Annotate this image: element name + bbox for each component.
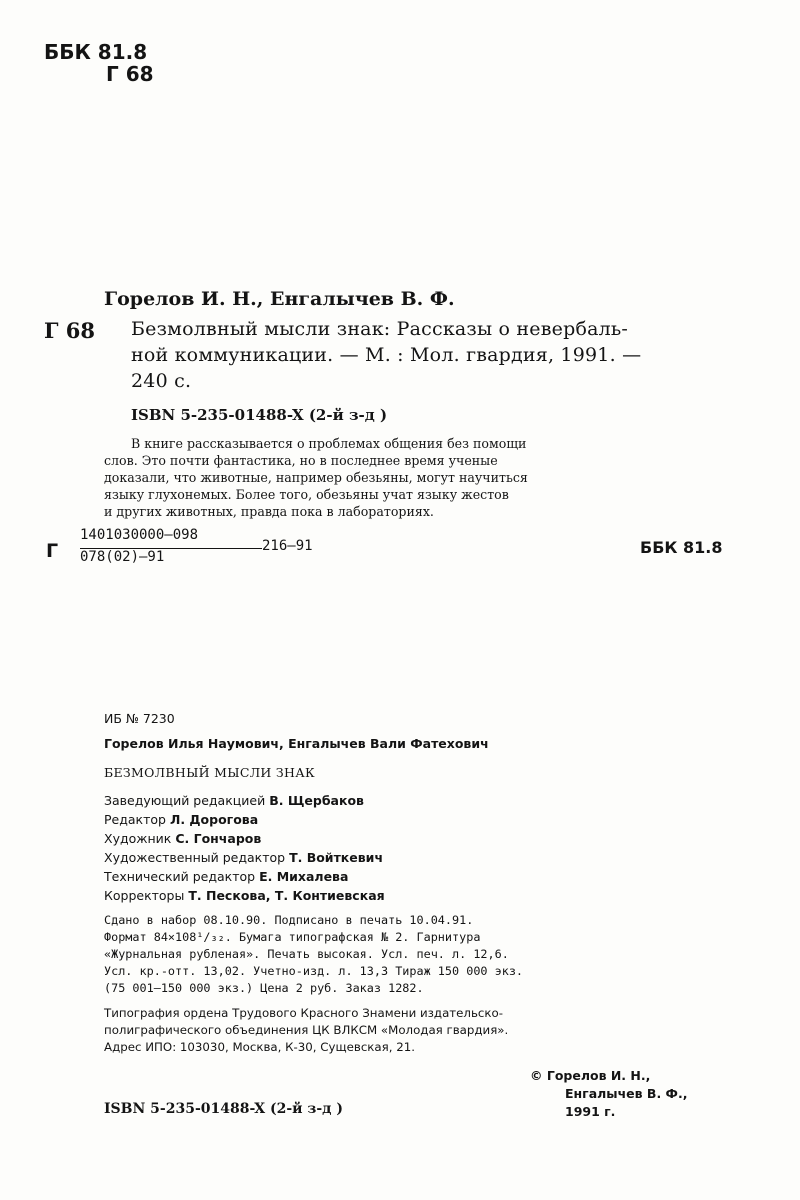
typography-line: Типография ордена Трудового Красного Знамени издательско-: [104, 1006, 504, 1020]
credit-line: Корректоры Т. Пескова, Т. Контиевская: [104, 888, 385, 903]
abstract-line: слов. Это почти фантастика, но в последнее время ученые: [104, 453, 498, 468]
imprint-line: «Журнальная рубленая». Печать высокая. Усл. печ. л. 12,6.: [104, 947, 509, 961]
ib-number: ИБ № 7230: [104, 711, 175, 726]
entry-title-line: ной коммуникации. — М. : Мол. гвардия, 1991. —: [131, 344, 642, 366]
entry-author-code: Г 68: [44, 318, 96, 343]
book-title: БЕЗМОЛВНЫЙ МЫСЛИ ЗНАК: [104, 765, 315, 780]
imprint-line: (75 001—150 000 экз.) Цена 2 руб. Заказ 1282.: [104, 981, 424, 995]
abstract-line: В книге рассказывается о проблемах общения без помощи: [131, 436, 527, 451]
bbk-code-top: ББК 81.8: [44, 40, 148, 64]
imprint-line: Усл. кр.-отт. 13,02. Учетно-изд. л. 13,3 Тираж 150 000 экз.: [104, 964, 524, 978]
entry-title-line: 240 с.: [131, 370, 192, 392]
entry-authors: Горелов И. Н., Енгалычев В. Ф.: [104, 288, 455, 310]
credit-line: Художественный редактор Т. Войткевич: [104, 850, 384, 865]
credit-line: Художник С. Гончаров: [104, 831, 262, 846]
typography-line: Адрес ИПО: 103030, Москва, К-30, Сущевская, 21.: [104, 1040, 416, 1054]
imprint-line: Формат 84×108¹/₃₂. Бумага типографская № 2. Гарнитура: [104, 930, 481, 944]
entry-title-line: Безмолвный мысли знак: Рассказы о невербаль-: [131, 318, 629, 340]
copyright-line: 1991 г.: [565, 1104, 616, 1119]
copyright-line: © Горелов И. Н.,: [530, 1068, 651, 1083]
full-author-names: Горелов Илья Наумович, Енгалычев Вали Фатехович: [104, 736, 489, 751]
bbk-code-right: ББК 81.8: [640, 538, 723, 557]
classification-numerator: 1401030000—098: [80, 527, 199, 543]
entry-isbn: ISBN 5-235-01488-X (2-й з-д ): [131, 406, 388, 424]
credit-line: Технический редактор Е. Михалева: [104, 869, 349, 884]
abstract-line: доказали, что животные, например обезьяны, могут научиться: [104, 470, 528, 485]
classification-denominator: 078(02)—91: [80, 549, 165, 565]
credit-line: Редактор Л. Дорогова: [104, 812, 259, 827]
copyright-line: Енгалычев В. Ф.,: [565, 1086, 688, 1101]
author-code-top: Г 68: [106, 62, 154, 86]
colophon-isbn: ISBN 5-235-01488-X (2-й з-д ): [104, 1101, 343, 1117]
abstract-line: и других животных, правда пока в лабораториях.: [104, 504, 434, 519]
imprint-line: Сдано в набор 08.10.90. Подписано в печать 10.04.91.: [104, 913, 474, 927]
abstract-line: языку глухонемых. Более того, обезьяны учат языку жестов: [104, 487, 509, 502]
typography-line: полиграфического объединения ЦК ВЛКСМ «Молодая гвардия».: [104, 1023, 509, 1037]
credit-line: Заведующий редакцией В. Щербаков: [104, 793, 364, 808]
classification-tail: 216—91: [262, 538, 313, 554]
classification-letter: Г: [46, 540, 59, 562]
